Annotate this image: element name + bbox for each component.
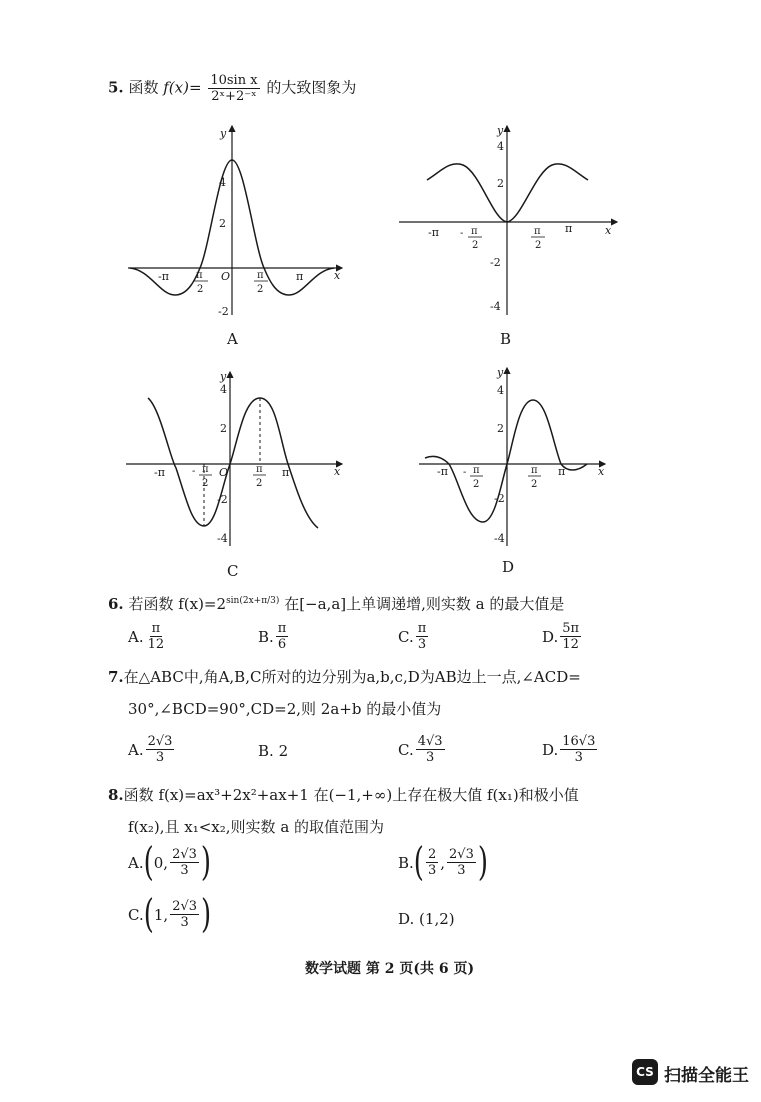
svg-text:2: 2 — [257, 284, 264, 295]
svg-text:4: 4 — [219, 176, 226, 189]
option-fraction — [170, 900, 199, 929]
q7-option-a[interactable] — [128, 735, 176, 764]
q8-number: 8. — [108, 786, 124, 804]
svg-text:2: 2 — [531, 479, 538, 490]
q8-option-c[interactable] — [128, 892, 212, 937]
svg-text:O: O — [221, 270, 231, 283]
graph-c — [120, 368, 350, 558]
frac-num: π — [417, 621, 427, 636]
option-label: B. — [258, 627, 274, 646]
option-fraction — [276, 622, 289, 651]
svg-text:π: π — [196, 270, 203, 281]
svg-text:y: y — [220, 370, 227, 383]
option-label: D. — [542, 627, 559, 646]
option-label: B. — [398, 853, 414, 872]
q7-option-d[interactable] — [542, 735, 599, 764]
svg-text:π: π — [256, 464, 263, 475]
frac-num: 16√3 — [562, 734, 596, 749]
svg-text:π: π — [202, 464, 209, 475]
option-fraction-1 — [426, 848, 438, 877]
svg-text:x: x — [334, 465, 341, 478]
svg-text:-π: -π — [158, 270, 169, 283]
q7-option-c[interactable] — [398, 735, 447, 764]
q6-option-a[interactable] — [128, 622, 168, 651]
svg-text:2: 2 — [472, 240, 479, 251]
frac-num: 2√3 — [449, 847, 474, 862]
curve — [148, 398, 318, 528]
option-text: 2 — [278, 742, 289, 760]
graph-b — [395, 120, 625, 320]
q8-option-b[interactable]: B. ( $\frac{2}{3}$ , $\frac{2√3}{3}$ ) — [398, 840, 488, 885]
option-label: B. — [258, 742, 274, 760]
frac-den: 3 — [180, 863, 189, 878]
paren-right: ) — [200, 840, 212, 885]
option-label: D. — [542, 740, 559, 759]
frac-den: 3 — [457, 863, 466, 878]
cs-logo: CS — [632, 1059, 658, 1085]
svg-text:4: 4 — [497, 140, 504, 153]
svg-text:π: π — [534, 226, 541, 237]
page-footer: 数学试题 第 2 页(共 6 页) — [305, 961, 475, 977]
svg-text:y: y — [497, 124, 504, 137]
frac-den: 6 — [277, 637, 287, 652]
svg-text:x: x — [334, 269, 341, 282]
svg-text:2: 2 — [256, 478, 263, 489]
svg-text:-: - — [460, 228, 464, 239]
q8-line2: f(x₂),且 x₁<x₂,则实数 a 的取值范围为 — [128, 818, 385, 836]
q5-stem — [108, 74, 356, 103]
frac-den: 3 — [574, 750, 583, 765]
frac-den: 3 — [427, 863, 437, 878]
q6-text: 若函数 f(x)=2 — [128, 595, 227, 613]
q5-fraction — [208, 74, 259, 103]
option-label: C. — [128, 905, 144, 924]
frac-den: 3 — [155, 750, 165, 765]
q6-option-d[interactable] — [542, 622, 583, 651]
svg-text:x: x — [598, 465, 605, 478]
option-fraction — [146, 622, 167, 651]
frac-den: 12 — [562, 637, 579, 652]
svg-text:4: 4 — [497, 384, 504, 397]
svg-text:-π: -π — [154, 466, 165, 479]
graph-label-c: C — [227, 562, 239, 580]
frac-den: 3 — [180, 915, 189, 930]
frac-num: π — [151, 621, 161, 636]
q7-line1-text: 在△ABC中,角A,B,C所对的边分别为a,b,c,D为AB边上一点,∠ACD= — [123, 668, 581, 686]
q8-option-d[interactable] — [398, 910, 455, 928]
q5-number: 5. — [108, 78, 124, 97]
option-fraction — [560, 735, 597, 764]
svg-text:O: O — [219, 466, 229, 479]
svg-text:-: - — [192, 466, 196, 477]
svg-text:2: 2 — [473, 479, 480, 490]
q6-text2: 在[−a,a]上单调递增,则实数 a 的最大值是 — [284, 595, 565, 613]
svg-text:-2: -2 — [218, 305, 229, 318]
frac-num: 2 — [427, 847, 437, 862]
q5-text-before: 函数 — [128, 78, 159, 97]
paren-left: ( — [143, 840, 154, 885]
frac-den: 3 — [417, 637, 427, 652]
paren-left: ( — [143, 892, 154, 937]
svg-text:2: 2 — [220, 422, 227, 435]
graph-label-b: B — [500, 330, 512, 348]
option-left: 0, — [153, 853, 169, 872]
svg-text:2: 2 — [497, 177, 504, 190]
q7-line2: 30°,∠BCD=90°,CD=2,则 2a+b 的最小值为 — [128, 700, 442, 718]
graph-a — [120, 120, 350, 330]
q7-line1 — [108, 666, 581, 688]
svg-text:x: x — [605, 224, 612, 237]
svg-text:π: π — [471, 226, 478, 237]
svg-text:4: 4 — [220, 383, 227, 396]
frac-num: 5π — [562, 621, 580, 636]
svg-text:-4: -4 — [217, 532, 228, 545]
q8-option-a[interactable] — [128, 840, 212, 885]
cs-watermark-text: 扫描全能王 — [664, 1066, 749, 1086]
svg-text:π: π — [282, 466, 290, 479]
frac-num: 2√3 — [147, 734, 173, 749]
curve — [425, 400, 587, 522]
option-fraction — [146, 735, 175, 764]
svg-text:y: y — [220, 127, 227, 140]
svg-text:2: 2 — [535, 240, 542, 251]
svg-text:π: π — [296, 270, 304, 283]
option-label: A. — [128, 627, 144, 646]
q8-line1-text: 函数 f(x)=ax³+2x²+ax+1 在(−1,+∞)上存在极大值 f(x₁)和极小值 — [123, 786, 579, 804]
option-text: (1,2) — [419, 910, 455, 928]
svg-text:π: π — [257, 270, 264, 281]
q6-option-b[interactable] — [258, 622, 290, 651]
paren-right: ) — [201, 892, 212, 937]
svg-text:π: π — [531, 465, 538, 476]
q5-text-after: 的大致图象为 — [266, 78, 357, 97]
q6-exponent: sin(2x+π/3) — [226, 596, 280, 606]
q5-frac-num: 10sin x — [210, 73, 258, 88]
option-fraction — [416, 622, 429, 651]
frac-den: 3 — [425, 750, 435, 765]
q6-stem — [108, 590, 564, 615]
svg-text:-π: -π — [428, 226, 439, 239]
option-fraction — [560, 622, 581, 651]
option-fraction — [170, 848, 199, 877]
option-fraction — [416, 735, 445, 764]
svg-text:-: - — [463, 467, 467, 478]
q7-option-b[interactable] — [258, 742, 288, 760]
svg-text:2: 2 — [197, 284, 204, 295]
q5-func: f(x)= — [163, 78, 202, 97]
option-left: 1, — [153, 905, 169, 924]
frac-num: 2√3 — [172, 899, 198, 914]
option-label: A. — [128, 853, 144, 872]
svg-text:-2: -2 — [494, 492, 505, 505]
svg-text:-2: -2 — [490, 256, 501, 269]
option-label: A. — [128, 740, 144, 759]
svg-text:-2: -2 — [217, 493, 228, 506]
paren-right: ) — [477, 840, 488, 885]
q5-frac-den: 2ˣ+2⁻ˣ — [211, 89, 257, 104]
option-label: C. — [398, 740, 414, 759]
option-fraction-2 — [447, 848, 476, 877]
graph-label-a: A — [227, 330, 238, 348]
option-label: D. — [398, 910, 415, 928]
frac-num: 4√3 — [417, 734, 443, 749]
frac-den: 12 — [147, 637, 165, 652]
graph-label-d: D — [502, 558, 515, 576]
q6-option-c[interactable] — [398, 622, 430, 651]
svg-text:π: π — [565, 222, 573, 235]
svg-text:-4: -4 — [490, 300, 501, 313]
q8-line1 — [108, 784, 579, 806]
svg-text:π: π — [558, 465, 566, 478]
option-label: C. — [398, 627, 414, 646]
graph-d — [415, 362, 615, 552]
svg-text:2: 2 — [202, 478, 209, 489]
svg-text:y: y — [497, 366, 504, 379]
frac-num: 2√3 — [172, 847, 197, 862]
q7-number: 7. — [108, 668, 124, 686]
q6-number: 6. — [108, 595, 124, 613]
svg-text:π: π — [473, 465, 480, 476]
svg-text:-π: -π — [437, 465, 448, 478]
svg-text:2: 2 — [219, 217, 226, 230]
svg-text:-4: -4 — [494, 532, 505, 545]
paren-left: ( — [413, 840, 424, 885]
svg-text:2: 2 — [497, 422, 504, 435]
frac-num: π — [277, 621, 287, 636]
